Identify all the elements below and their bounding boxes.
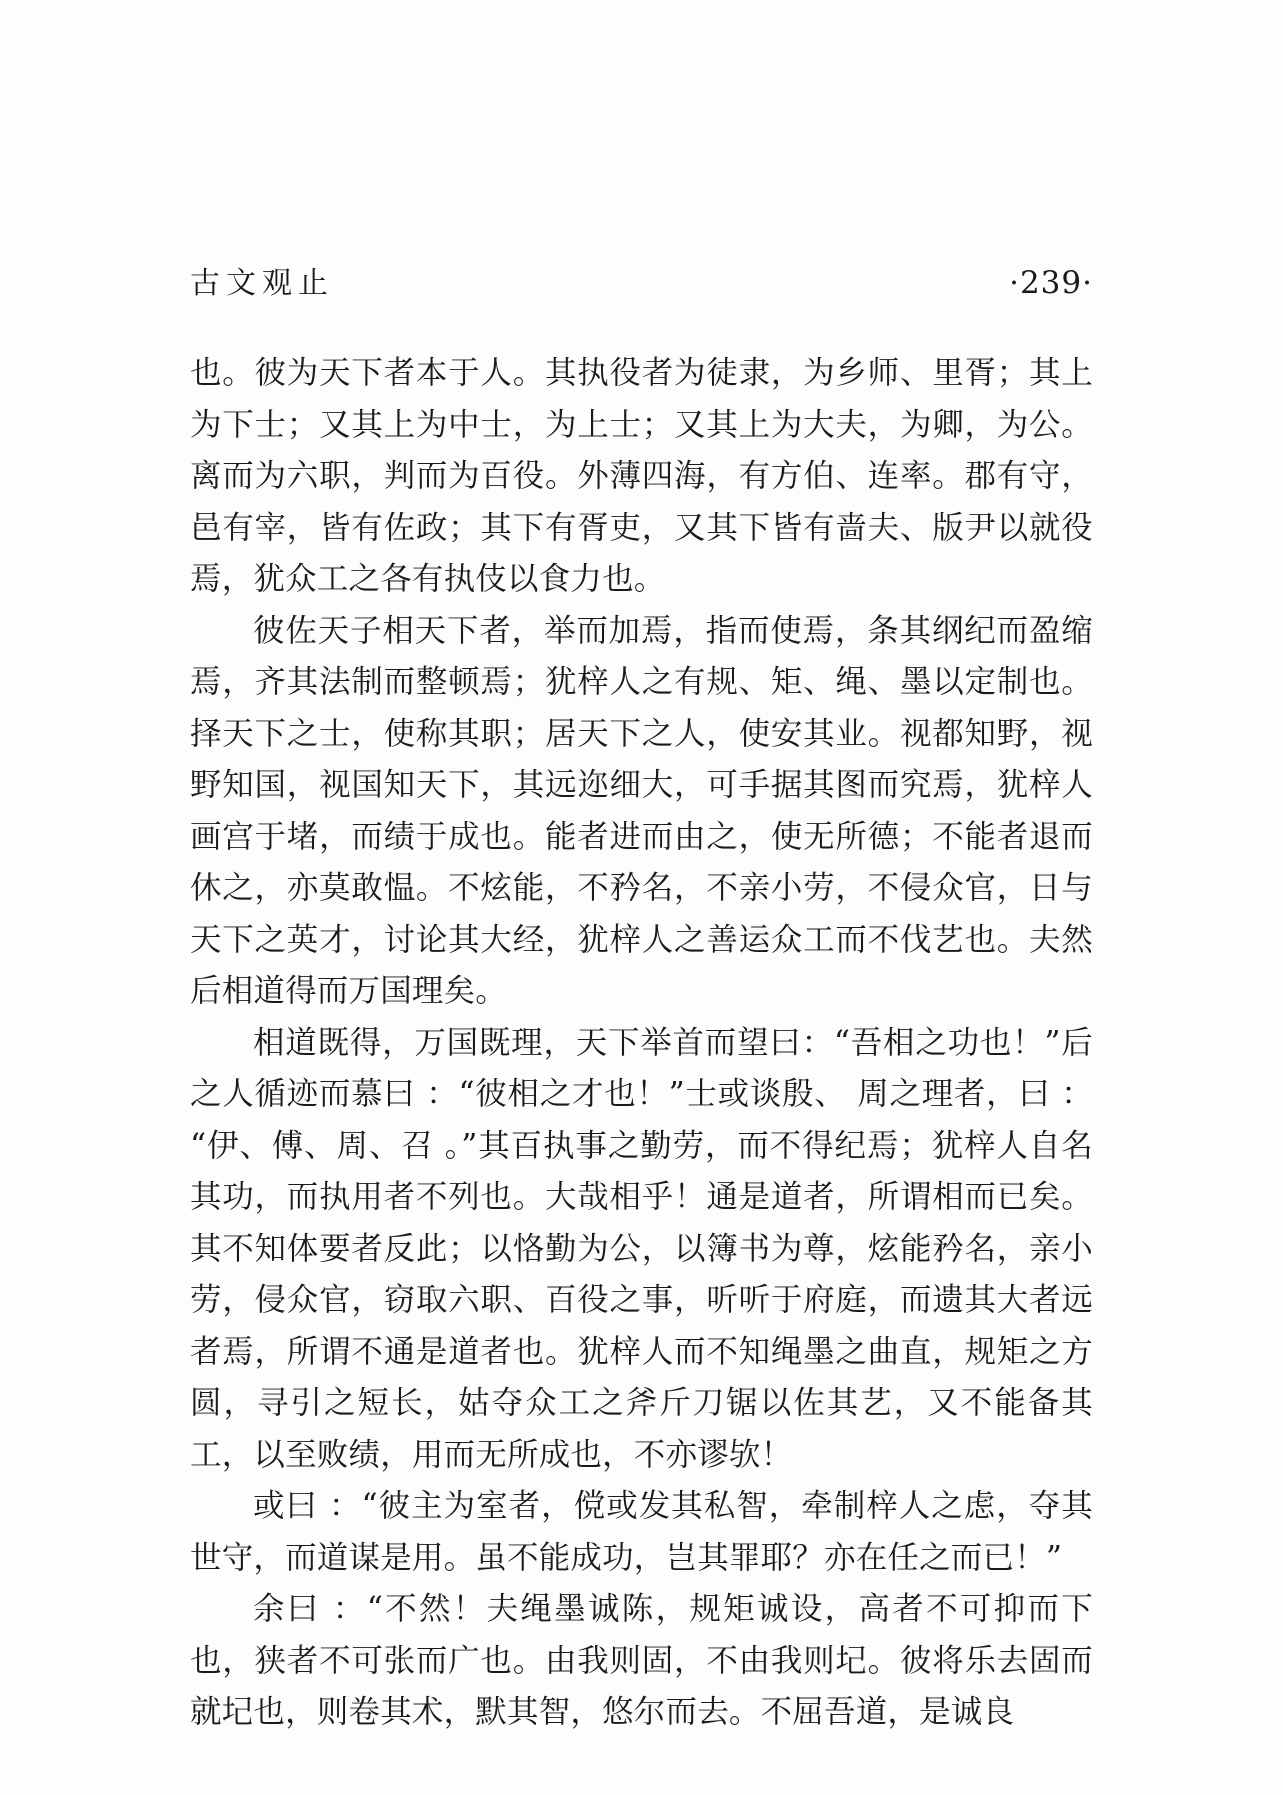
paragraph: 彼佐天子相天下者，举而加焉，指而使焉，条其纲纪而盈缩焉，齐其法制而整顿焉；犹梓人之有规、矩、绳、墨以定制也。择天下之士，使称其职；居天下之人，使安其业。视都知野，视野知国，视国知天下，其远迩细大，可手据其图而究焉，犹梓人画宫于堵，而绩于成也。能者进而由之，使无所德；不能者退而休之，亦莫敢愠。不炫能，不矜名，不亲小劳，不侵众官，日与天下之英才，讨论其大经，犹梓人之善运众工而不伐艺也。夫然后相道得而万国理矣。: [190, 612, 1093, 1009]
paragraph: 也。彼为天下者本于人。其执役者为徒隶，为乡师、里胥；其上为下士；又其上为中士，为上士；又其上为大夫，为卿，为公。离而为六职，判而为百役。外薄四海，有方伯、连率。郡有守，邑有宰，皆有佐政；其下有胥吏，又其下皆有啬夫、版尹以就役焉，犹众工之各有执伎以食力也。: [190, 355, 1093, 597]
paragraph: 或曰 ：“彼主为室者，傥或发其私智，牵制梓人之虑，夺其世守，而道谋是用。虽不能成功，岂其罪耶？亦在任之而已！”: [190, 1488, 1093, 1576]
paragraph: 相道既得，万国既理，天下举首而望曰：“吾相之功也！”后之人循迹而慕曰 ：“彼相之才也！”士或谈殷、 周之理者，曰 ：“伊、傅、周、召 。”其百执事之勤劳，而不得纪焉；犹梓人自名其功，而执用者不列也。大哉相乎！通是道者，所谓相而已矣。其不知体要者反此；以恪勤为公，以簿书为尊，炫能矜名，亲小劳，侵众官，窃取六职、百役之事，听听于府庭，而遗其大者远者焉，所谓不通是道者也。犹梓人而不知绳墨之曲直，规矩之方圆，寻引之短长，姑夺众工之斧斤刀锯以佐其艺，又不能备其工，以至败绩，用而无所成也，不亦谬欤！: [190, 1024, 1093, 1473]
paragraph: 余曰 ：“不然！夫绳墨诚陈，规矩诚设，高者不可抑而下也，狭者不可张而广也。由我则固，不由我则圮。彼将乐去固而就圮也，则卷其术，默其智，悠尔而去。不屈吾道，是诚良: [190, 1591, 1093, 1730]
page-header: [190, 258, 1093, 304]
page-number: ·239·: [1009, 265, 1093, 301]
book-title: 古文观止: [190, 266, 334, 301]
page-body: [190, 348, 1093, 1739]
